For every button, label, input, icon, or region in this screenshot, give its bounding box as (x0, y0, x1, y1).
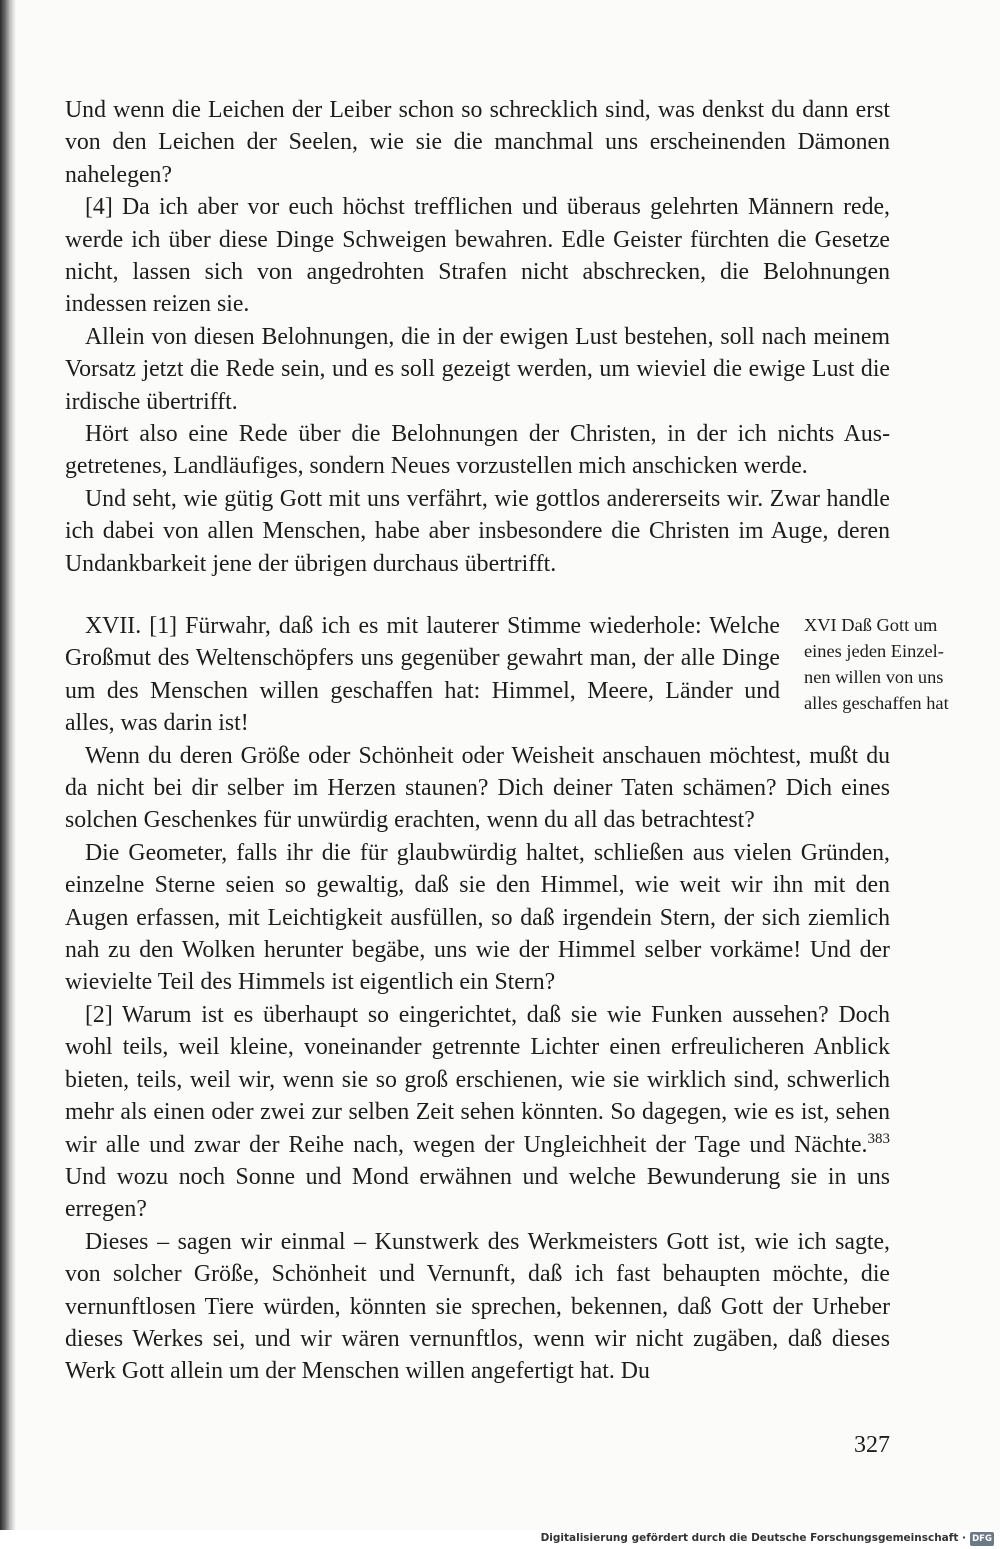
paragraph: Wenn du deren Größe oder Schönheit oder Weisheit anschauen möchtest, mußt du da nicht bei dir selber im Herzen staunen? Dich deiner Taten schämen? Dich eines solchen Geschenkes für unwürdig erachten, wenn du all das betrachtest? (65, 742, 890, 834)
margin-note-line: alles geschaffen hat (804, 693, 949, 713)
paragraph: Hört also eine Rede über die Belohnungen der Christen, in der ich nichts Ausgetretenes, Landläufiges, sondern Neues vorzustellen mich anschicken werde. (65, 421, 890, 480)
footer-credit: Digitalisierung gefördert durch die Deutsche Forschungsgemeinschaft · (540, 1532, 966, 1544)
footnote-ref: 383 (867, 1130, 890, 1147)
footer-bar (0, 1530, 1000, 1549)
paragraph-part: [2] Warum ist es überhaupt so eingerichtet, daß sie wie Funken aussehen? Doch wohl teils, weil kleine, voneinander getrennte Lichter einen erfreulicheren Anblick bieten, teils, weil wir, wenn sie so groß erschienen, wie sie wirklich sind, schwerlich mehr als einen oder zwei zur selben Zeit sehen könnten. So dagegen, wie es ist, sehen wir alle und zwar der Reihe nach, wegen der Ungleichheit der Tage und Nächte. (65, 1001, 890, 1158)
dfg-logo-icon: DFG (970, 1532, 994, 1546)
paragraph-part: Und wozu noch Sonne und Mond erwähnen und welche Bewunderung sie in uns erregen? (65, 1163, 890, 1223)
paragraph: Dieses – sagen wir einmal – Kunstwerk des Werkmeisters Gott ist, wie ich sagte, von solcher Größe, Schönheit und Vernunft, daß ich fast behaupten möchte, die vernunftlosen Tiere würden, könnten sie sprechen, bekennen, daß Gott der Urheber dieses Werkes sei, und wir wären vernunftlos, wenn wir nicht zugäben, daß dieses Werk Gott allein um der Menschen willen angefertigt hat. Du (65, 1228, 890, 1385)
section-xvii-opening: XVII. [1] Fürwahr, daß ich es mit lauterer Stimme wiederhole: Welche Großmut des Weltenschöpfers uns gegenüber gewahrt man, der alle Dinge um des Menschen willen geschaffen hat: Himmel, Meere, Länder und alles, was darin ist! (65, 613, 780, 737)
margin-note-line: XVI Daß Gott um (804, 615, 938, 635)
paragraph: Und seht, wie gütig Gott mit uns verfährt, wie gottlos andererseits wir. Zwar handle ich dabei von allen Menschen, habe aber insbesondere die Christen im Auge, deren Undankbarkeit jene der übrigen durchaus übertrifft. (65, 485, 890, 577)
paragraph: Die Geometer, falls ihr die für glaubwürdig haltet, schließen aus vielen Gründen, einzelne Sterne seien so gewaltig, daß sie den Himmel, wie weit wir ihn mit den Augen erfassen, mit Leichtigkeit ausfüllen, so daß irgendein Stern, der sich ziemlich nah zu den Wolken herunter begäbe, uns wie der Himmel selber vorkäme! Und der wievielte Teil des Himmels ist eigentlich ein Stern? (65, 839, 890, 996)
section-xvii (65, 610, 890, 1388)
paragraph: [4] Da ich aber vor euch höchst trefflichen und überaus gelehrten Männern rede, werde ich über diese Dinge Schweigen bewahren. Edle Geister fürchten die Gesetze nicht, lassen sich von angedrohten Strafen nicht abschrecken, die Belohnungen indessen reizen sie. (65, 194, 890, 318)
page-number: 327 (854, 1432, 890, 1458)
margin-note-line: eines jeden Einzel- (804, 641, 944, 661)
margin-note (804, 612, 989, 716)
page-binding-shadow (0, 0, 16, 1530)
paragraph (65, 999, 890, 1226)
paragraph: Und wenn die Leichen der Leiber schon so schrecklich sind, was denkst du dann erst von den Leichen der Seelen, wie sie die manchmal uns erscheinenden Dämonen nahelegen? (65, 97, 890, 188)
paragraph: Allein von diesen Belohnungen, die in der ewigen Lust bestehen, soll nach meinem Vorsatz jetzt die Rede sein, und es soll gezeigt werden, um wieviel die ewige Lust die irdische übertrifft. (65, 323, 890, 415)
margin-note-line: nen willen von uns (804, 667, 944, 687)
text-block-top (65, 94, 890, 580)
